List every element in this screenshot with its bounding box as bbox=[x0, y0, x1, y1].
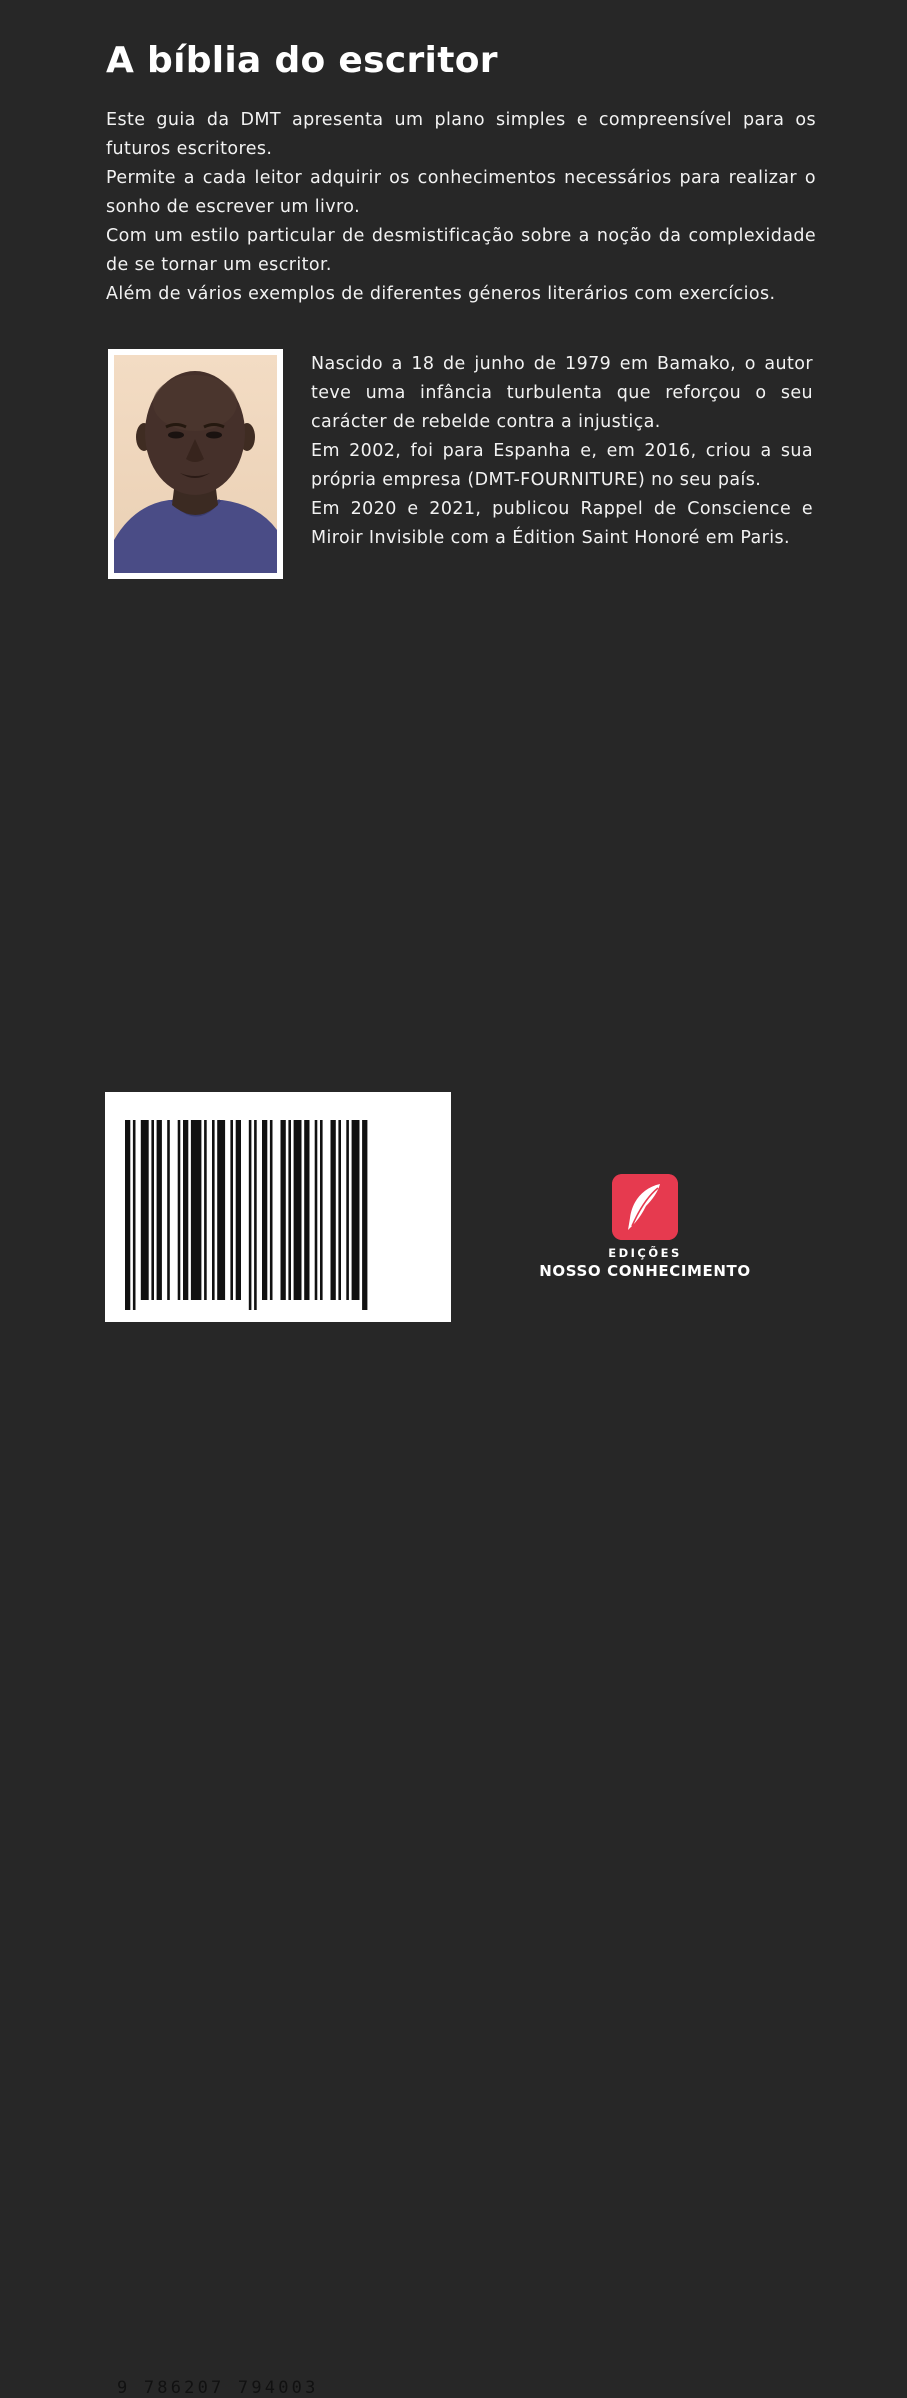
barcode-bar bbox=[320, 1120, 323, 1300]
synopsis-paragraph: Com um estilo particular de desmistificação sobre a noção da complexidade de se tornar um escritor. bbox=[106, 226, 816, 275]
author-photo bbox=[108, 349, 283, 579]
barcode-bar bbox=[338, 1120, 341, 1300]
bio-paragraph: Em 2002, foi para Espanha e, em 2016, criou a sua própria empresa (DMT-FOURNITURE) no seu país. bbox=[311, 441, 813, 490]
barcode-bar bbox=[141, 1120, 149, 1300]
barcode-bars-icon bbox=[105, 1092, 451, 1322]
publisher-line1: EDIÇÕES bbox=[608, 1246, 682, 1260]
barcode-bar bbox=[133, 1120, 136, 1310]
bio-paragraph: Nascido a 18 de junho de 1979 em Bamako, o autor teve uma infância turbulenta que reforçou o seu carácter de rebelde contra a injustiça. bbox=[311, 354, 813, 432]
publisher-logo bbox=[520, 1174, 770, 1280]
barcode-bar bbox=[183, 1120, 188, 1300]
barcode-bar bbox=[315, 1120, 318, 1300]
barcode-bar bbox=[270, 1120, 273, 1300]
synopsis bbox=[106, 106, 816, 309]
publisher-name: NOSSO CONHECIMENTO bbox=[539, 1262, 751, 1280]
barcode-bar bbox=[304, 1120, 309, 1300]
barcode-bar bbox=[288, 1120, 291, 1300]
barcode-bar bbox=[204, 1120, 207, 1300]
isbn-barcode bbox=[105, 1092, 451, 2398]
barcode-bar bbox=[362, 1120, 367, 1310]
barcode-bar bbox=[151, 1120, 154, 1300]
synopsis-paragraph: Além de vários exemplos de diferentes géneros literários com exercícios. bbox=[106, 284, 776, 304]
barcode-bar bbox=[346, 1120, 349, 1300]
barcode-bar bbox=[217, 1120, 225, 1300]
barcode-bar bbox=[352, 1120, 360, 1300]
synopsis-paragraph: Permite a cada leitor adquirir os conhecimentos necessários para realizar o sonho de escrever um livro. bbox=[106, 168, 816, 217]
barcode-bar bbox=[236, 1120, 241, 1300]
barcode-bar bbox=[254, 1120, 257, 1310]
book-title: A bíblia do escritor bbox=[106, 40, 498, 81]
synopsis-paragraph: Este guia da DMT apresenta um plano simples e compreensível para os futuros escritores. bbox=[106, 110, 816, 159]
barcode-bar bbox=[212, 1120, 215, 1300]
barcode-bar bbox=[230, 1120, 233, 1300]
barcode-bar bbox=[294, 1120, 302, 1300]
barcode-bar bbox=[167, 1120, 170, 1300]
author-bio bbox=[311, 350, 813, 553]
barcode-bar bbox=[191, 1120, 202, 1300]
barcode-bar bbox=[157, 1120, 162, 1300]
bio-paragraph: Em 2020 e 2021, publicou Rappel de Conscience e Miroir Invisible com a Édition Saint Honoré em Paris. bbox=[311, 499, 813, 548]
barcode-bar bbox=[249, 1120, 252, 1310]
quill-feather-icon bbox=[612, 1174, 678, 1240]
author-portrait-icon bbox=[114, 355, 277, 573]
barcode-bar bbox=[331, 1120, 336, 1300]
barcode-bar bbox=[178, 1120, 181, 1300]
barcode-bar bbox=[125, 1120, 130, 1310]
barcode-bar bbox=[281, 1120, 286, 1300]
barcode-bar bbox=[262, 1120, 267, 1300]
barcode-digits: 9 786207 794003 bbox=[117, 2378, 319, 2398]
